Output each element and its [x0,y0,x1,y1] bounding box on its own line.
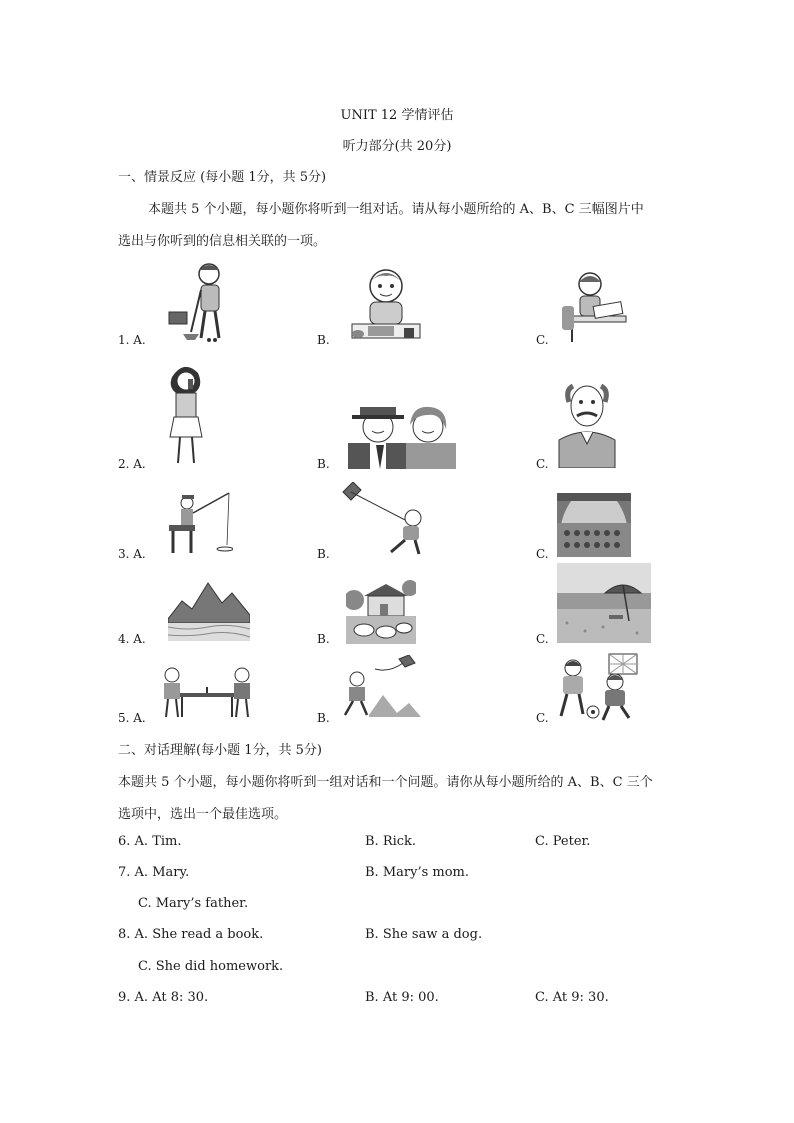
q4-picture-c-beach [557,563,651,643]
q1-label-c: C. [536,333,549,347]
q7-option-a: 7. A. Mary. [118,865,190,880]
q1-label-a: 1. A. [118,333,146,347]
q6-option-b: B. Rick. [365,834,417,849]
q8-option-b: B. She saw a dog. [365,927,483,942]
section1-instruction-line2: 选出与你听到的信息相关联的一项。 [118,234,327,249]
q4-picture-b-farm [346,578,416,644]
q1-picture-b-boy-drawing [346,264,426,344]
q4-label-c: C. [536,632,549,646]
q4-label-a: 4. A. [118,632,146,646]
q2-picture-c-old-man [553,380,623,468]
q3-label-a: 3. A. [118,547,146,561]
q5-label-b: B. [317,711,330,725]
q6-option-c: C. Peter. [535,834,591,849]
q3-label-c: C. [536,547,549,561]
q5-picture-b-boy-kite-hill [339,655,421,721]
q3-picture-a-fishing [167,489,233,559]
q2-label-a: 2. A. [118,457,146,471]
q1-picture-a-boy-sweeping [165,260,237,344]
q2-picture-a-woman-phone [164,363,206,469]
q9-option-a: 9. A. At 8: 30. [118,990,209,1005]
q3-picture-b-flying-kite [339,482,427,556]
q4-picture-a-mountains [168,579,250,641]
q2-picture-b-grandparents [348,403,456,469]
section2-instruction-line1: 本题共 5 个小题，每小题你将听到一组对话和一个问题。请你从每小题所给的 A、B、C 三个 [118,775,653,790]
q4-label-b: B. [317,632,330,646]
q5-picture-a-ping-pong [160,665,254,721]
page-title: UNIT 12 学情评估 [340,108,454,123]
section2-heading: 二、对话理解(每小题 1分，共 5分) [118,743,322,758]
section1-instruction-line1: 本题共 5 个小题，每小题你将听到一组对话。请从每小题所给的 A、B、C 三幅图片中 [148,202,644,217]
q1-picture-c-boy-reading [560,268,630,344]
q3-picture-c-theater [557,493,631,557]
q5-picture-c-soccer [557,652,639,722]
q8-option-a: 8. A. She read a book. [118,927,264,942]
section1-heading: 一、情景反应 (每小题 1分，共 5分) [118,170,327,185]
q7-option-c: C. Mary’s father. [138,896,249,911]
q9-option-c: C. At 9: 30. [535,990,609,1005]
q7-option-b: B. Mary’s mom. [365,865,469,880]
section2-instruction-line2: 选项中，选出一个最佳选项。 [118,807,288,822]
q1-label-b: B. [317,333,330,347]
q6-option-a: 6. A. Tim. [118,834,182,849]
q5-label-c: C. [536,711,549,725]
q2-label-c: C. [536,457,549,471]
page-subtitle: 听力部分(共 20分) [342,139,452,154]
q8-option-c: C. She did homework. [138,959,284,974]
q2-label-b: B. [317,457,330,471]
q9-option-b: B. At 9: 00. [365,990,439,1005]
q5-label-a: 5. A. [118,711,146,725]
q3-label-b: B. [317,547,330,561]
